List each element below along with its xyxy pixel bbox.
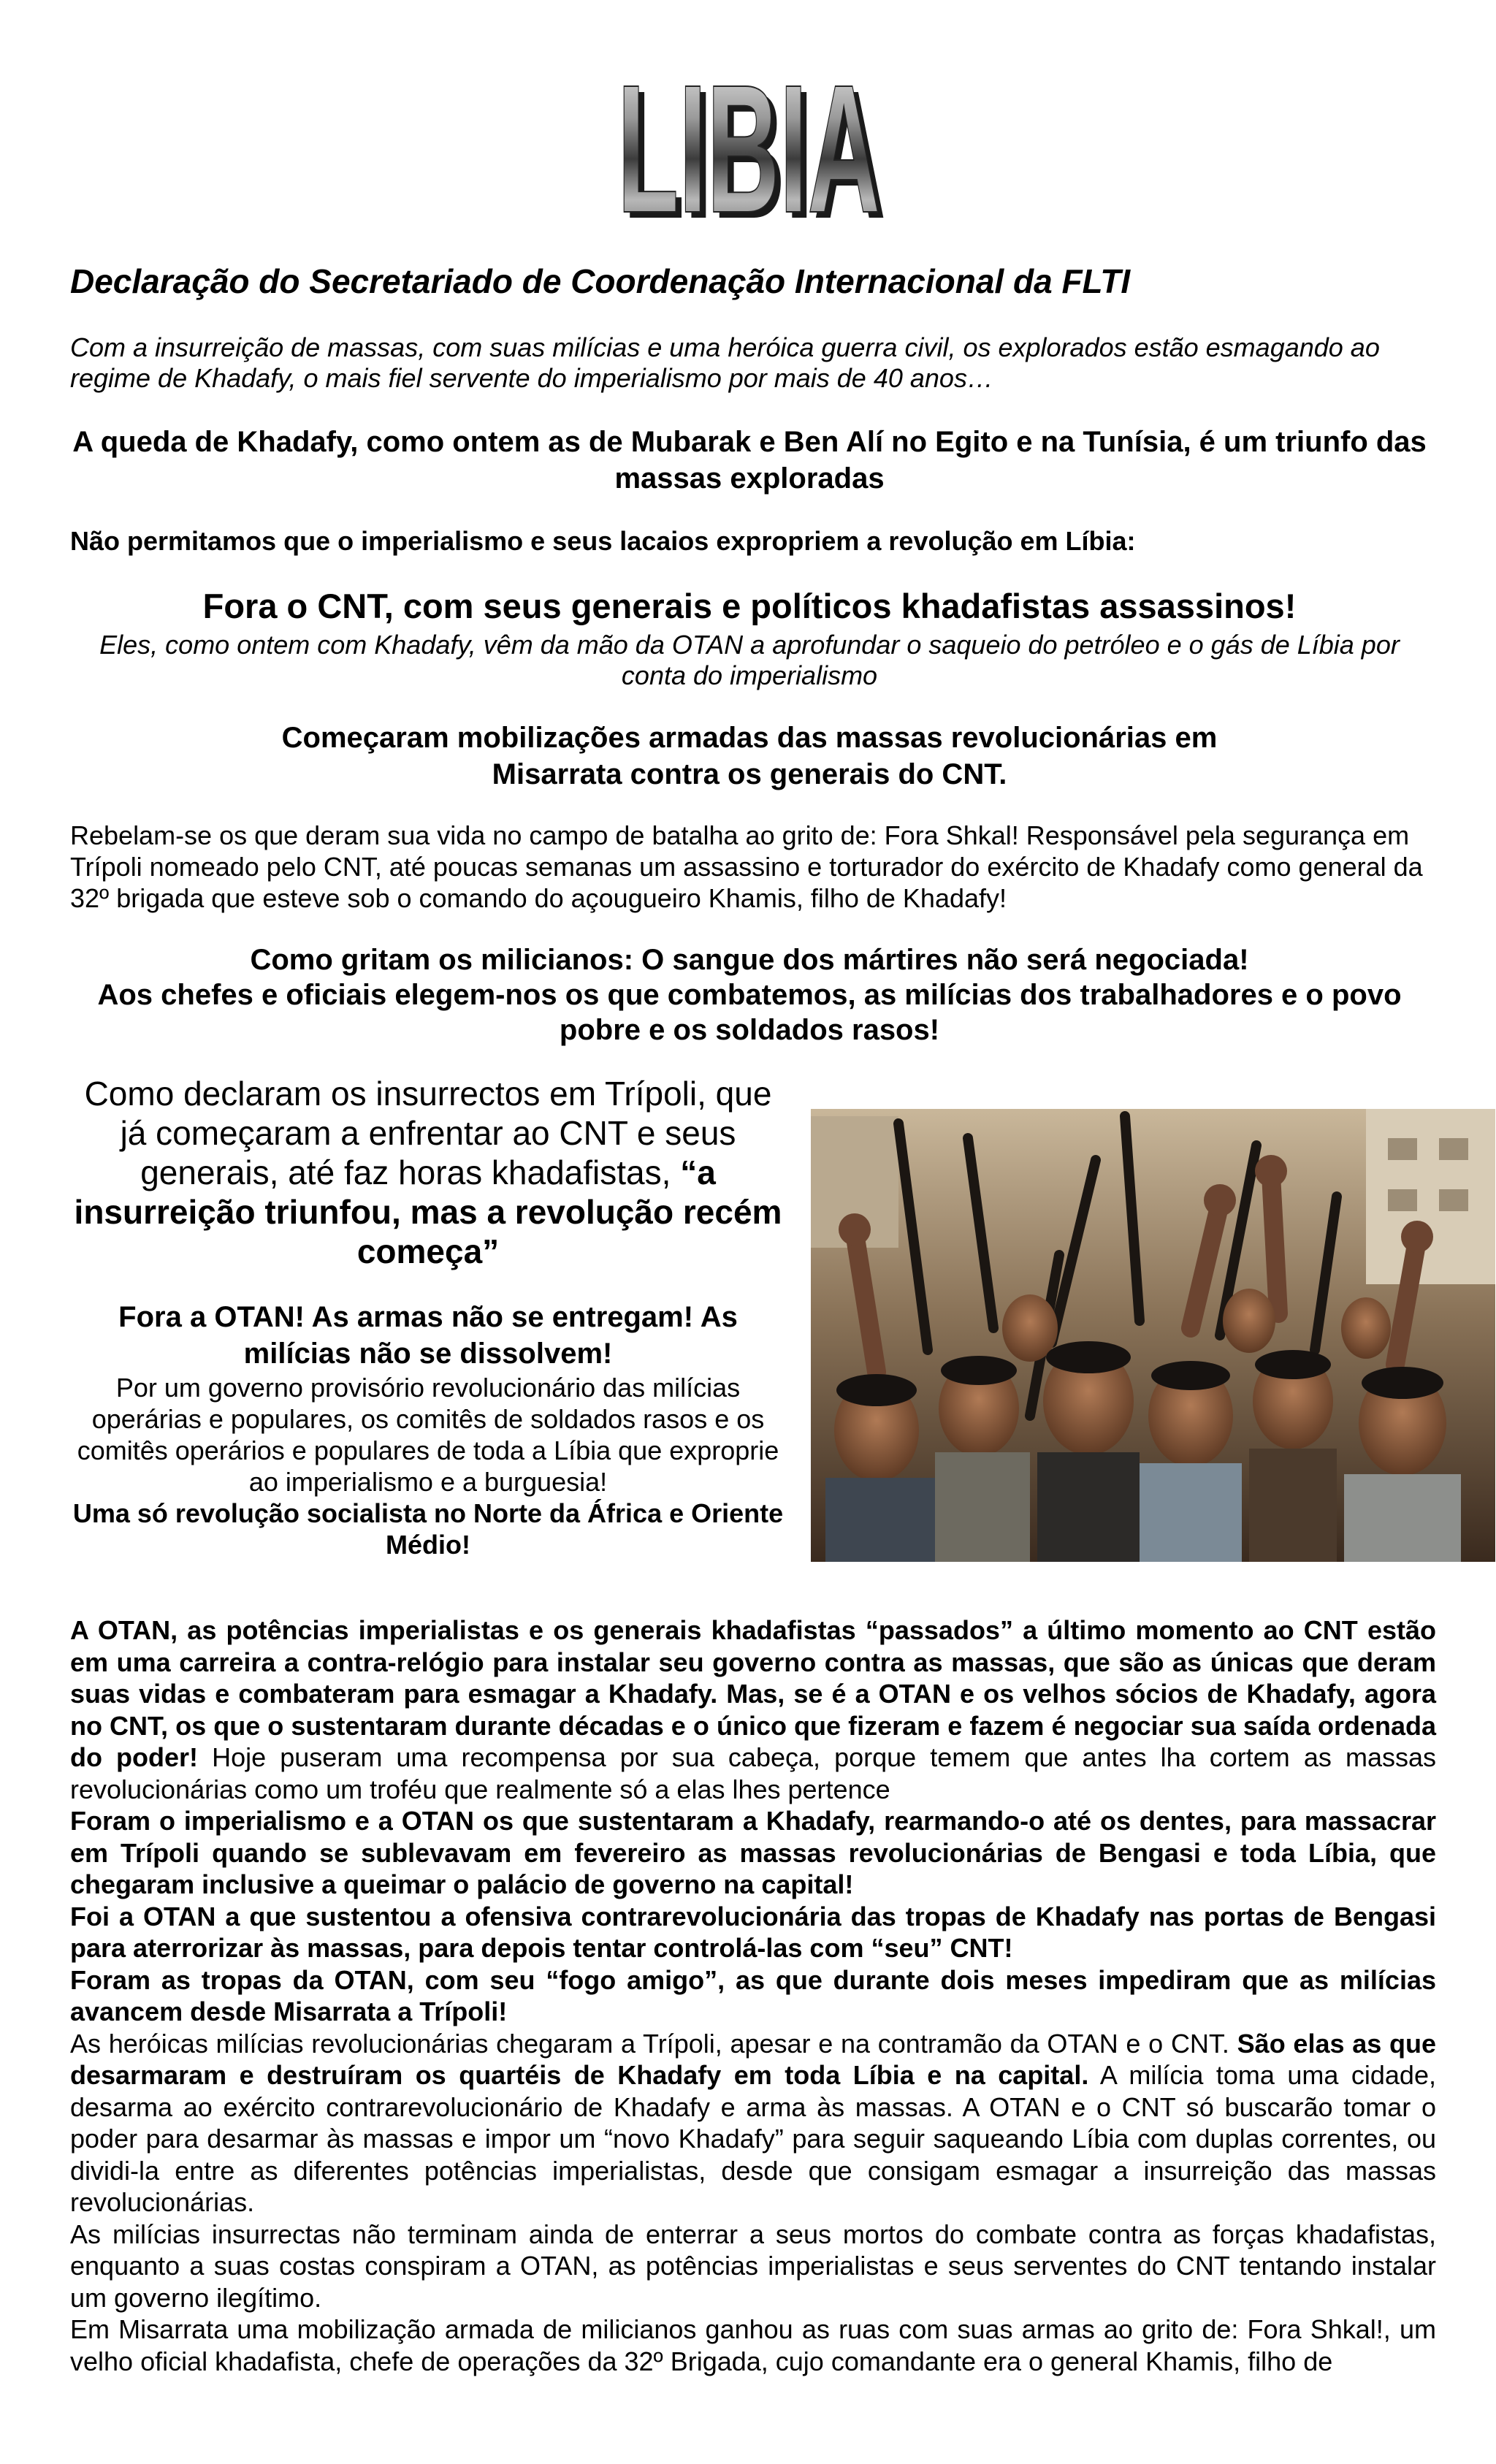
body-text <box>70 1614 1436 2377</box>
p1-bold: A OTAN, as potências imperialistas e os generais khadafistas “passados” a último momento ao CNT estão em uma carreira a contra-relógio para instalar seu governo contra as massas, que são as únicas que deram suas vidas e combateram para esmagar a Khadafy. Mas, se é a OTAN e os velhos sócios de Khadafy, agora no CNT, os que o sustentaram durante décadas e o único que fizeram e fazem é negociar sua saída ordenada do poder! <box>70 1615 1436 1772</box>
left-column <box>70 1074 786 1560</box>
governo-provisorio-line: Por um governo provisório revolucionário das milícias operárias e populares, os comitês de soldados rasos e os comitês operários e populares de toda a Líbia que exproprie ao imperialismo e a burguesia! <box>77 1373 779 1497</box>
logo-shadow: LIBIA <box>623 58 886 226</box>
gritam-line-1: Como gritam os milicianos: O sangue dos mártires não será negociada! <box>250 944 1249 976</box>
declaration-heading: Declaração do Secretariado de Coordenação Internacional da FLTI <box>70 262 1131 300</box>
fora-cnt-subtitle: Eles, como ontem com Khadafy, vêm da mão da OTAN a aprofundar o saqueio do petróleo e o gás de Líbia por conta do imperialismo <box>99 630 1400 690</box>
logo-text: LIBIA <box>617 58 880 226</box>
fora-cnt-headline: Fora o CNT, com seus generais e políticos khadafistas assassinos! <box>202 587 1297 625</box>
p2-bold: Foram o imperialismo e a OTAN os que sustentaram a Khadafy, rearmando-o até os dentes, para massacrar em Trípoli quando se sublevavam em fevereiro as massas revolucionárias de Bengasi e toda Líbia, que chegaram inclusive a queimar o palácio de governo na capital! <box>70 1806 1436 1899</box>
insurrectos-quote <box>70 1074 786 1271</box>
intro-paragraph: Com a insurreição de massas, com suas milícias e uma heróica guerra civil, os explorados estão esmagando ao regime de Khadafy, o mais fiel servente do imperialismo por mais de 40 anos… <box>70 332 1380 393</box>
body-paragraph-3 <box>70 1901 1436 1964</box>
revolucao-socialista-line: Uma só revolução socialista no Norte da África e Oriente Médio! <box>72 1498 784 1560</box>
p1-plain: Hoje puseram uma recompensa por sua cabeça, porque temem que antes lha cortem as massas revolucionárias como um troféu que realmente só a elas lhes pertence <box>70 1742 1436 1804</box>
rebelam-paragraph: Rebelam-se os que deram sua vida no campo de batalha ao grito de: Fora Shkal! Responsável pela segurança em Trípoli nomeado pelo CNT, até poucas semanas um assassino e torturador do exército de Khadafy como general da 32º brigada que esteve sob o comando do açougueiro Khamis, filho de Khadafy! <box>70 820 1423 913</box>
body-paragraph-1 <box>70 1614 1436 1805</box>
quote-strong: “a insurreição triunfou, mas a revolução recém começa” <box>74 1153 782 1270</box>
militia-photo <box>811 1109 1495 1562</box>
p5-bold: São elas as que desarmaram e destruíram os quartéis de Khadafy em toda Líbia e na capital. <box>70 2028 1436 2090</box>
p4-bold: Foram as tropas da OTAN, com seu “fogo amigo”, as que durante dois meses impediram que as milícias avancem desde Misarrata a Trípoli! <box>70 1964 1436 2026</box>
body-paragraph-4 <box>70 1964 1436 2028</box>
fora-otan-line: Fora a OTAN! As armas não se entregam! As milícias não se dissolvem! <box>118 1301 738 1370</box>
gritam-headline <box>70 942 1429 1048</box>
quote-plain: Como declaram os insurrectos em Trípoli, que já começaram a enfrentar ao CNT e seus generais, até faz horas khadafistas, <box>84 1075 772 1191</box>
gritam-line-2: Aos chefes e oficiais elegem-nos os que combatemos, as milícias dos trabalhadores e o povo pobre e os soldados rasos! <box>97 979 1402 1046</box>
comecaram-line-1: Começaram mobilizações armadas das massas revolucionárias em <box>281 722 1218 754</box>
body-paragraph-2 <box>70 1805 1436 1901</box>
headline-queda: A queda de Khadafy, como ontem as de Mubarak e Ben Alí no Egito e na Tunísia, é um triunfo das massas exploradas <box>72 426 1427 495</box>
comecaram-headline <box>70 720 1429 793</box>
p5-plain-a: As heróicas milícias revolucionárias chegaram a Trípoli, apesar e na contramão da OTAN e o CNT. <box>70 2028 1237 2059</box>
p3-bold: Foi a OTAN a que sustentou a ofensiva contrarevolucionária das tropas de Khadafy nas portas de Bengasi para aterrorizar às massas, para depois tentar controlá-las com “seu” CNT! <box>70 1901 1436 1963</box>
nao-permitamos-line: Não permitamos que o imperialismo e seus lacaios expropriem a revolução em Líbia: <box>70 526 1136 556</box>
comecaram-line-2: Misarrata contra os generais do CNT. <box>492 758 1007 790</box>
body-paragraph-5 <box>70 2028 1436 2219</box>
libia-logo <box>610 58 888 226</box>
p5-plain-b: A milícia toma uma cidade, desarma ao exército contrarevolucionário de Khadafy e arma às massas. A OTAN e o CNT só buscarão tomar o poder para desarmar às massas e impor um “novo Khadafy” para seguir saqueando Líbia com duplas correntes, ou dividi-la entre as diferentes potências imperialistas, desde que consigam esmagar a insurreição das massas revolucionárias. <box>70 2060 1436 2217</box>
body-paragraph-6: As milícias insurrectas não terminam ainda de enterrar a seus mortos do combate contra as forças khadafistas, enquanto a suas costas conspiram a OTAN, as potências imperialistas e seus serventes do CNT tentando instalar um governo ilegítimo. <box>70 2219 1436 2313</box>
body-paragraph-7: Em Misarrata uma mobilização armada de milicianos ganhou as ruas com suas armas ao grito de: Fora Shkal!, um velho oficial khadafista, chefe de operações da 32º Brigada, cujo comandante era o general Khamis, filho de <box>70 2314 1436 2376</box>
